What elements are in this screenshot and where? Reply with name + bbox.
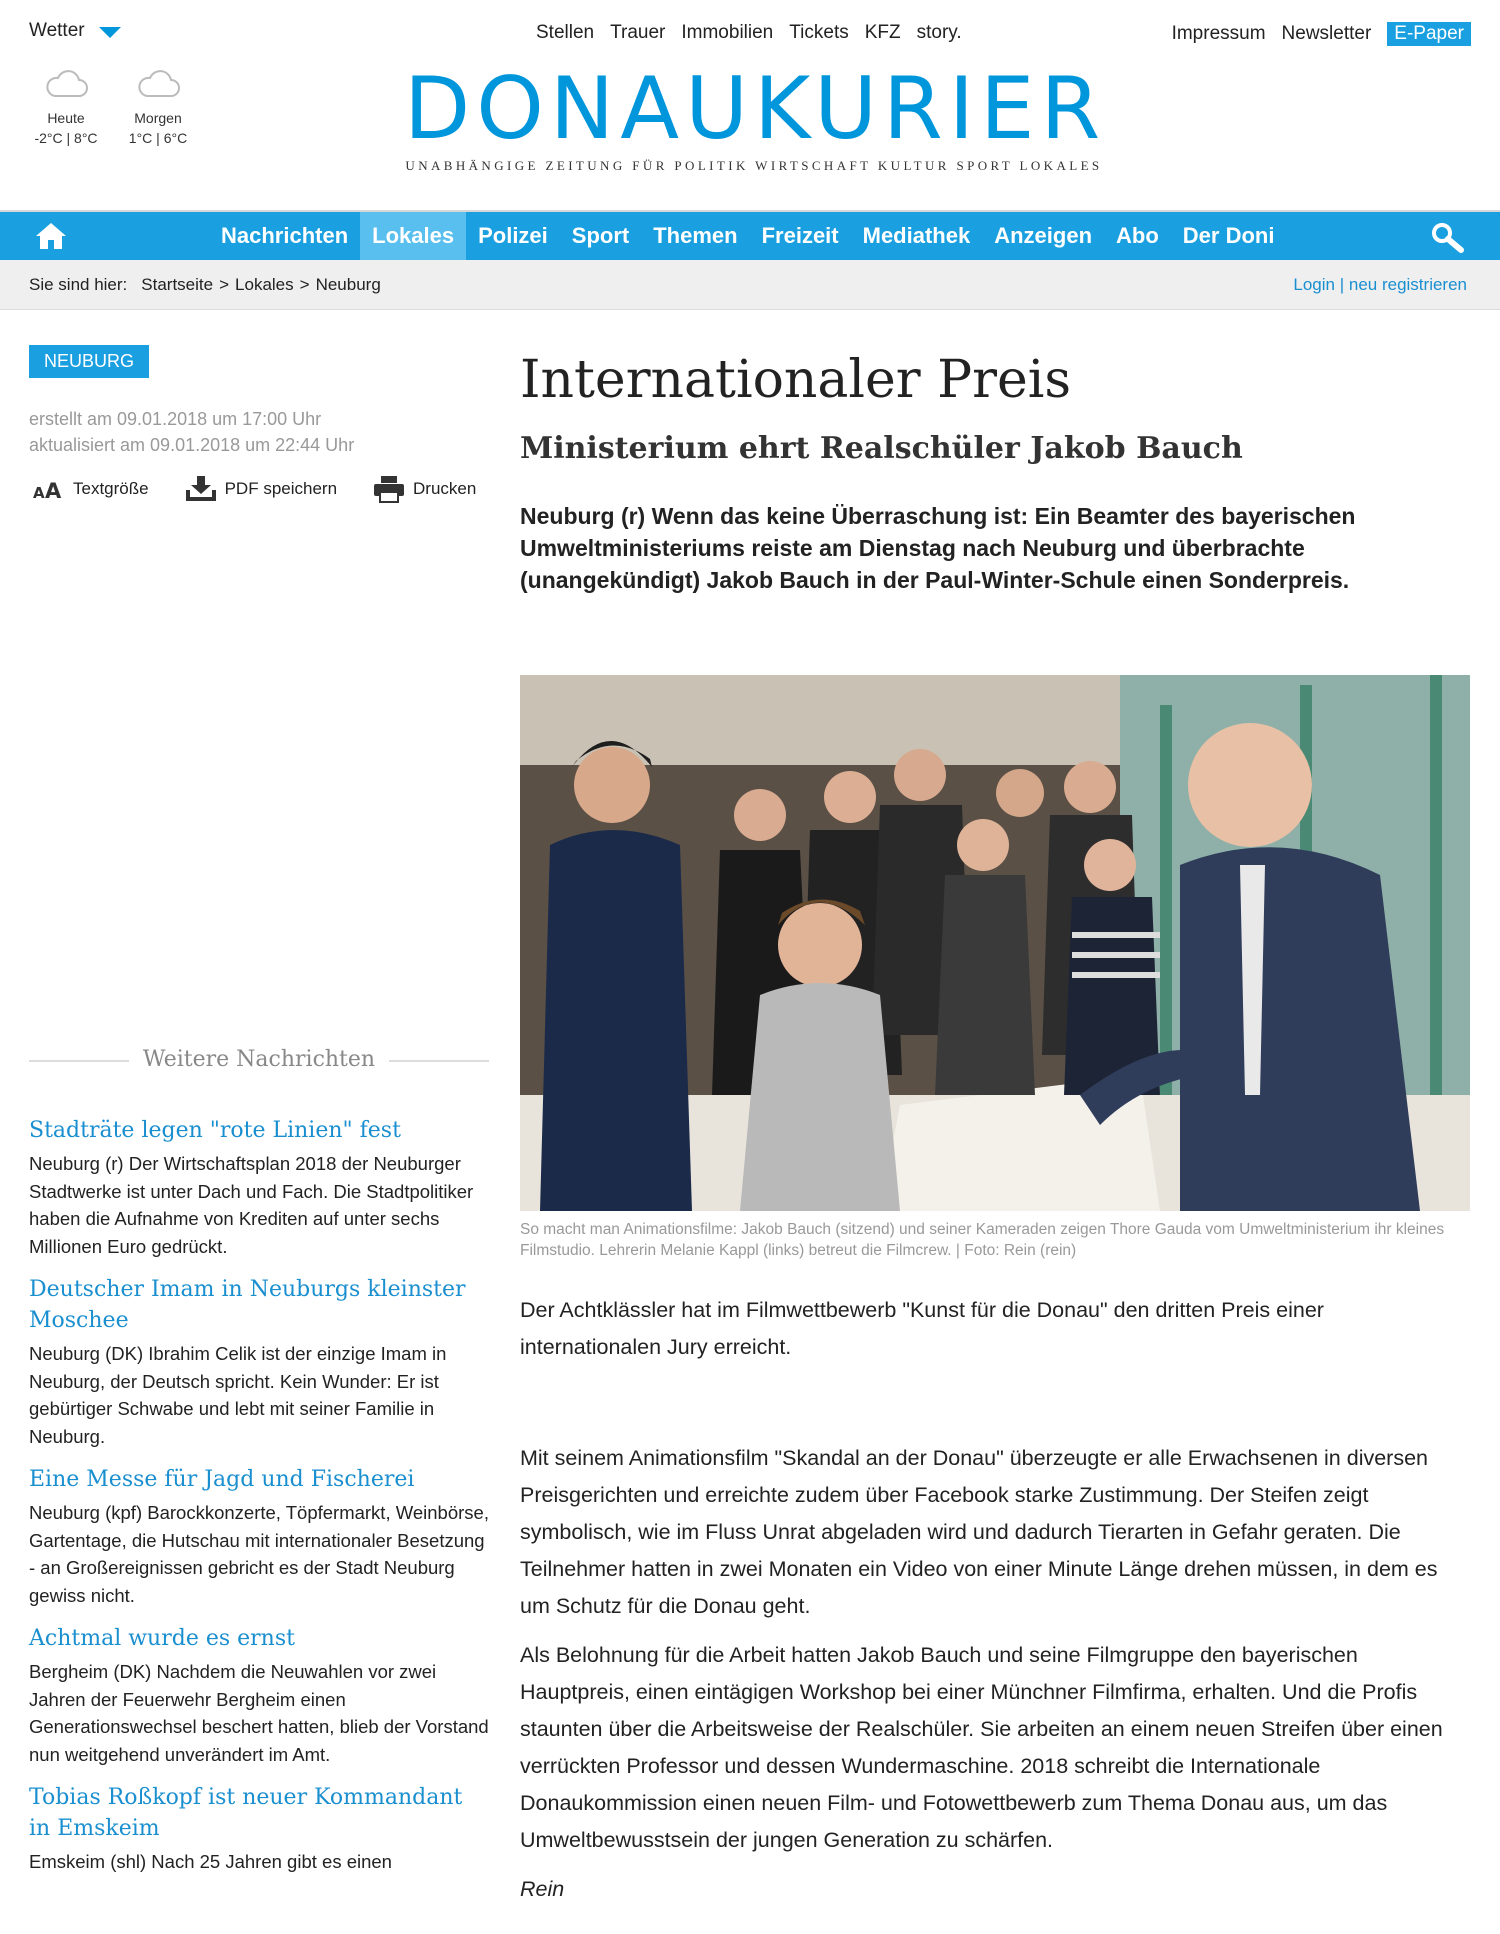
news-teaser: Neuburg (DK) Ibrahim Celik ist der einzige Imam in Neuburg, der Deutsch spricht. Kein Wunder: Er ist gebürtiger Schwabe und lebt mit seiner Familie in Neuburg.: [29, 1343, 447, 1447]
more-news-list: [29, 1115, 489, 1890]
cloud-icon: [135, 68, 181, 100]
impressum-link[interactable]: Impressum: [1171, 23, 1266, 44]
breadcrumb-bar: [0, 260, 1500, 310]
article-dates: [29, 406, 354, 458]
article-paragraph: Der Achtklässler hat im Filmwettbewerb "Kunst für die Donau" den dritten Preis einer internationalen Jury erreicht.: [520, 1298, 1324, 1359]
nav-item-freizeit[interactable]: Freizeit: [761, 223, 839, 248]
service-link-story[interactable]: story.: [916, 22, 962, 43]
pdf-label: PDF speichern: [224, 479, 338, 498]
article-paragraph: Als Belohnung für die Arbeit hatten Jakob Bauch und seine Filmgruppe den bayerischen Hauptpreis, einen eintägigen Workshop bei einer Münchner Filmfirma, erhalten. Und die Profis staunten über die Arbeitsweise der Realschüler. Sie arbeiten an einem neuen Streifen über einen verrückten Professor und dessen Wundermaschine. 2018 schreibt die Internationale Donaukommission einen neuen Film- und Fotowettbewerb zum Thema Donau aus, um das Umweltbewusstsein der jungen Generation zu schärfen.: [520, 1643, 1443, 1852]
article-body: [520, 1292, 1470, 1920]
nav-item-nachrichten[interactable]: Nachrichten: [221, 223, 349, 248]
list-item: [29, 1623, 489, 1768]
site-header: [0, 0, 1500, 210]
weather-forecast: [29, 68, 195, 148]
forecast-temp: 1°C | 6°C: [128, 130, 188, 146]
service-link-trauer[interactable]: Trauer: [610, 22, 666, 43]
nav-item-themen[interactable]: Themen: [653, 223, 738, 248]
service-link-kfz[interactable]: KFZ: [864, 22, 901, 43]
article-subtitle: Ministerium ehrt Realschüler Jakob Bauch: [520, 431, 1243, 466]
auth-divider: |: [1339, 275, 1349, 294]
chevron-down-icon[interactable]: [99, 27, 121, 38]
breadcrumb: [29, 275, 381, 295]
breadcrumb-prefix: Sie sind hier:: [29, 275, 128, 294]
article-lead: Neuburg (r) Wenn das keine Überraschung ist: Ein Beamter des bayerischen Umweltministeriums reiste am Dienstag nach Neuburg und überbrachte (unangekündigt) Jakob Bauch in der Paul-Winter-Schule einen Sonderpreis.: [520, 503, 1356, 593]
nav-item-polizei[interactable]: Polizei: [478, 223, 548, 248]
article-paragraph: Mit seinem Animationsfilm "Skandal an der Donau" überzeugte er alle Erwachsenen in diversen Preisgerichten und erreichte zudem über Facebook starke Zustimmung. Der Steifen zeigt symbolisch, wie im Fluss Unrat abgeladen wird und dadurch Tierarten in Gefahr geraten. Die Teilnehmer hatten in zwei Monaten ein Video von einer Minute Länge drehen müssen, in dem es um Schutz für die Donau geht.: [520, 1446, 1438, 1618]
article-photo[interactable]: [520, 675, 1470, 1211]
main-nav: [0, 210, 1500, 260]
news-teaser: Neuburg (r) Der Wirtschaftsplan 2018 der Neuburger Stadtwerke ist unter Dach und Fach. Die Stadtpolitiker haben die Aufnahme von Krediten auf unter sechs Millionen Euro gedrückt.: [29, 1153, 474, 1257]
search-icon[interactable]: [1430, 221, 1464, 253]
svg-text:A: A: [45, 479, 62, 500]
svg-text:A: A: [33, 484, 45, 500]
weather-widget: [29, 20, 188, 146]
breadcrumb-separator: >: [299, 275, 310, 294]
nav-item-mediathek[interactable]: Mediathek: [862, 223, 971, 248]
news-title-link[interactable]: Stadträte legen "rote Linien" fest: [29, 1118, 401, 1143]
print-label: Drucken: [413, 479, 477, 498]
service-nav: [536, 22, 962, 44]
login-link[interactable]: Login: [1293, 275, 1335, 294]
textsize-label: Textgröße: [73, 479, 149, 498]
logo-claim: UNABHÄNGIGE ZEITUNG FÜR POLITIK WIRTSCHAFT KULTUR SPORT LOKALES: [405, 158, 1103, 173]
download-icon: [185, 476, 217, 502]
site-logo[interactable]: [404, 59, 1107, 174]
logo-wordmark: DONAUKURIER: [404, 59, 1107, 159]
pdf-button[interactable]: [185, 475, 337, 503]
nav-item-lokales[interactable]: Lokales: [360, 212, 466, 260]
nav-item-abo[interactable]: Abo: [1116, 223, 1159, 248]
newsletter-link[interactable]: Newsletter: [1281, 23, 1372, 44]
textsize-button[interactable]: [33, 475, 149, 503]
list-item: [29, 1464, 489, 1609]
article-title: Internationaler Preis: [520, 350, 1072, 410]
text-size-icon: [33, 478, 65, 500]
nav-item-anzeigen[interactable]: Anzeigen: [994, 223, 1093, 248]
forecast-day-name: Heute: [47, 110, 85, 126]
breadcrumb-neuburg[interactable]: Neuburg: [315, 275, 381, 294]
breadcrumb-lokales[interactable]: Lokales: [235, 275, 294, 294]
auth-links: [1293, 275, 1467, 295]
register-link[interactable]: neu registrieren: [1348, 275, 1467, 294]
region-tag[interactable]: NEUBURG: [29, 345, 149, 378]
cloud-icon: [43, 68, 89, 100]
created-date: erstellt am 09.01.2018 um 17:00 Uhr: [29, 409, 322, 429]
home-icon[interactable]: [34, 220, 68, 252]
list-item: [29, 1115, 489, 1260]
list-item: [29, 1782, 489, 1876]
list-item: [29, 1274, 489, 1450]
breadcrumb-separator: >: [219, 275, 230, 294]
nav-item-der-doni[interactable]: Der Doni: [1182, 223, 1275, 248]
weather-label: Wetter: [29, 20, 85, 41]
news-teaser: Emskeim (shl) Nach 25 Jahren gibt es einen: [29, 1851, 392, 1872]
meta-nav: [1172, 22, 1471, 46]
news-title-link[interactable]: Eine Messe für Jagd und Fischerei: [29, 1467, 415, 1492]
more-news-heading: Weitere Nachrichten: [29, 1047, 489, 1072]
news-teaser: Bergheim (DK) Nachdem die Neuwahlen vor zwei Jahren der Feuerwehr Bergheim einen Generationswechsel beschert hatten, blieb der Vorstand nun weitgehend unverändert im Amt.: [29, 1661, 489, 1765]
print-button[interactable]: [373, 475, 476, 503]
news-title-link[interactable]: Tobias Roßkopf ist neuer Kommandant in Emskeim: [29, 1785, 463, 1841]
forecast-temp: -2°C | 8°C: [34, 130, 98, 146]
forecast-today: [29, 68, 103, 148]
forecast-tomorrow: [121, 68, 195, 148]
classroom-photo: [520, 675, 1470, 1211]
service-link-tickets[interactable]: Tickets: [789, 22, 849, 43]
service-link-immobilien[interactable]: Immobilien: [681, 22, 774, 43]
article-author: Rein: [520, 1877, 565, 1901]
nav-item-sport[interactable]: Sport: [571, 223, 630, 248]
forecast-day-name: Morgen: [134, 110, 182, 126]
weather-toggle[interactable]: [29, 20, 121, 42]
article-tools: [33, 475, 476, 503]
breadcrumb-startseite[interactable]: Startseite: [141, 275, 214, 294]
updated-date: aktualisiert am 09.01.2018 um 22:44 Uhr: [29, 435, 355, 455]
news-title-link[interactable]: Achtmal wurde es ernst: [29, 1626, 295, 1651]
photo-caption: So macht man Animationsfilme: Jakob Bauch (sitzend) und seiner Kameraden zeigen Thore Gauda vom Umweltministerium ihr kleines Filmstudio. Lehrerin Melanie Kappl (links) betreut die Filmcrew. | Foto: Rein (rein): [520, 1221, 1445, 1259]
printer-icon: [373, 475, 405, 503]
main-nav-items: [209, 212, 1286, 260]
epaper-button[interactable]: E-Paper: [1387, 22, 1471, 46]
news-teaser: Neuburg (kpf) Barockkonzerte, Töpfermarkt, Weinbörse, Gartentage, die Hutschau mit internationaler Besetzung - an Großereignissen gebricht es der Stadt Neuburg gewiss nicht.: [29, 1502, 489, 1606]
service-link-stellen[interactable]: Stellen: [536, 22, 595, 43]
news-title-link[interactable]: Deutscher Imam in Neuburgs kleinster Moschee: [29, 1277, 466, 1333]
